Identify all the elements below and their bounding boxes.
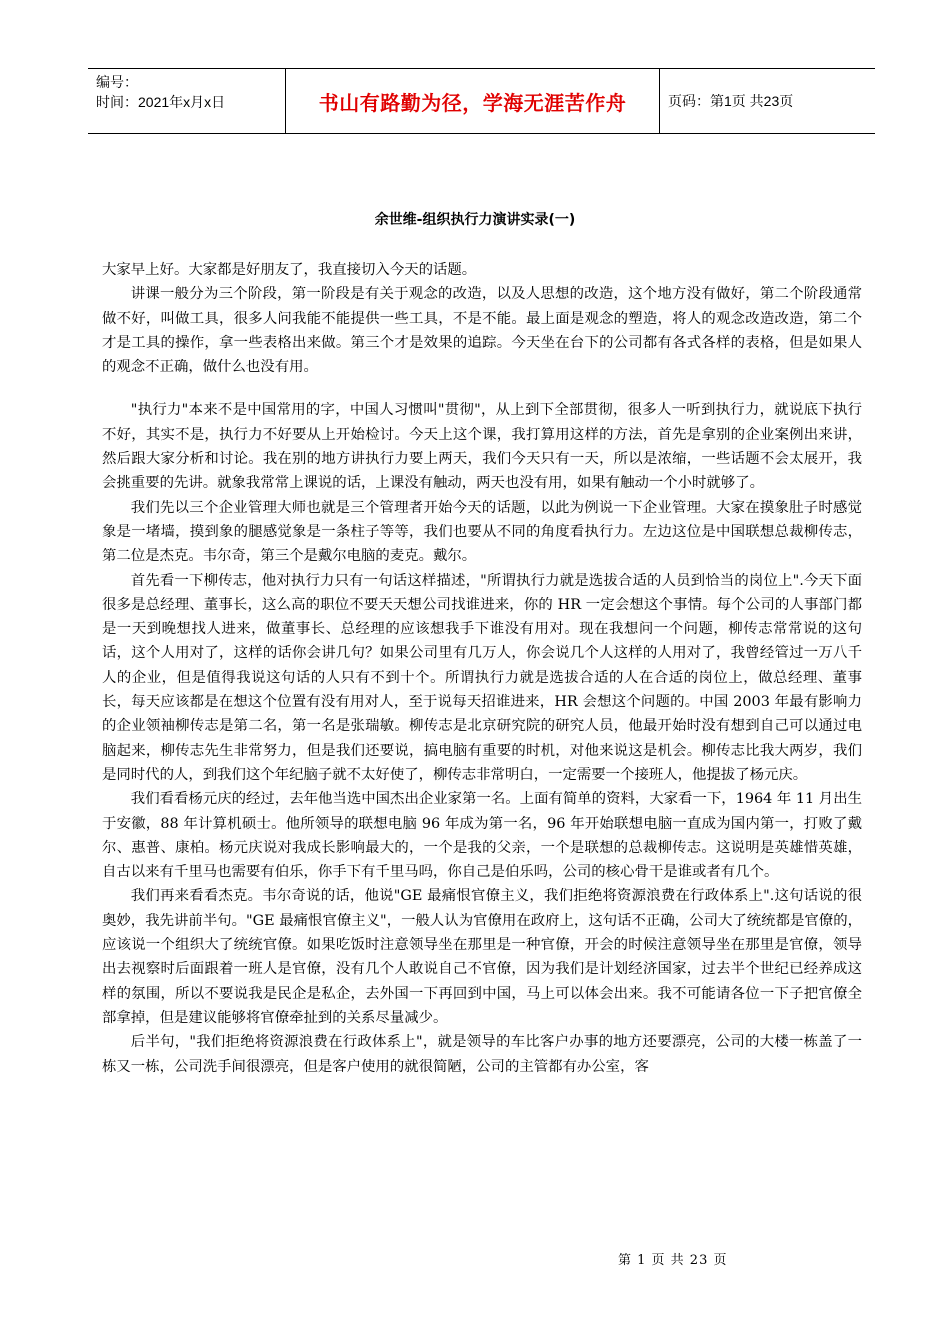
paragraph: 讲课一般分为三个阶段，第一阶段是有关于观念的改造，以及人思想的改造，这个地方没有做好，第二个阶段通常做不好，叫做工具，很多人问我能不能提供一些工具，不是不能。最上面是观念的塑造，将人的观念改造改造，第二个才是工具的操作，拿一些表格出来做。第三个才是效果的追踪。今天坐在台下的公司都有各式各样的表格，但是如果人的观念不正确，做什么也没有用。 xyxy=(102,286,862,376)
document-body xyxy=(102,258,862,1079)
paragraph: 后半句，"我们拒绝将资源浪费在行政体系上"，就是领导的车比客户办事的地方还要漂亮，公司的大楼一栋盖了一栋又一栋，公司洗手间很漂亮，但是客户使用的就很简陋，公司的主管都有办公室，客 xyxy=(102,1034,862,1075)
paragraph: "执行力"本来不是中国常用的字，中国人习惯叫"贯彻"，从上到下全部贯彻，很多人一听到执行力，就说底下执行不好，其实不是，执行力不好要从上开始检讨。今天上这个课，我打算用这样的方法，首先是拿别的企业案例出来讲，然后跟大家分析和讨论。我在别的地方讲执行力要上两天，我们今天只有一天，所以是浓缩，一些话题不会太展开，我会挑重要的先讲。就象我常常上课说的话，上课没有触动，两天也没有用，如果有触动一个小时就够了。 xyxy=(102,402,862,492)
header-page-cell xyxy=(660,69,875,133)
number-label: 编号： xyxy=(96,74,138,90)
page-footer: 第 1 页 共 23 页 xyxy=(618,1253,728,1268)
paragraph: 我们先以三个企业管理大师也就是三个管理者开始今天的话题，以此为例说一下企业管理。大家在摸象肚子时感觉象是一堵墙，摸到象的腿感觉象是一条柱子等等，我们也要从不同的角度看执行力。左边这位是中国联想总裁柳传志，第二位是杰克。韦尔奇，第三个是戴尔电脑的麦克。戴尔。 xyxy=(102,499,862,565)
header-motto-cell xyxy=(286,69,660,133)
date-label: 时间：2021年x月x日 xyxy=(96,94,226,110)
header-table xyxy=(88,68,875,134)
paragraph: 首先看一下柳传志，他对执行力只有一句话这样描述，"所谓执行力就是选拔合适的人员到恰当的岗位上".今天下面很多是总经理、董事长，这么高的职位不要天天想公司找谁进来，你的 HR 一定会想这个事情。每个公司的人事部门都是一天到晚想找人进来，做董事长、总经理的应该想我手下谁没有用对。现在我想问一个问题，柳传志常常说的这句话，这个人用对了，这样的话你会讲几句？如果公司里有几万人，你会说几个人这样的人用对了，我曾经管过一万八千人的企业，但是值得我说这句话的人只有不到十个。所谓执行力就是选拔合适的人在合适的岗位上，做总经理、董事长，每天应该都是在想这个位置有没有用对人，至于说每天招谁进来，HR 会想这个问题的。中国 2003 年最有影响力的企业领袖柳传志是第二名，第一名是张瑞敏。柳传志是北京研究院的研究人员，他最开始时没有想到自己可以通过电脑起来，柳传志先生非常努力，但是我们还要说，搞电脑有重要的时机，对他来说这是机会。柳传志比我大两岁，我们是同时代的人，到我们这个年纪脑子就不太好使了，柳传志非常明白，一定需要一个接班人，他提拔了杨元庆。 xyxy=(102,572,862,783)
document-title: 余世维-组织执行力演讲实录(一) xyxy=(374,212,576,228)
paragraph: 大家早上好。大家都是好朋友了，我直接切入今天的话题。 xyxy=(102,262,477,278)
paragraph: 我们再来看看杰克。韦尔奇说的话，他说"GE 最痛恨官僚主义，我们拒绝将资源浪费在行政体系上".这句话说的很奥妙，我先讲前半句。"GE 最痛恨官僚主义"，一般人认为官僚用在政府上，这句话不正确，公司大了统统都是官僚的，应该说一个组织大了统统官僚。如果吃饭时注意领导坐在那里是一种官僚，开会的时候注意领导坐在那里是官僚，领导出去视察时后面跟着一班人是官僚，没有几个人敢说自己不官僚，因为我们是计划经济国家，过去半个世纪已经养成这样的氛围，所以不要说我是民企是私企，去外国一下再回到中国，马上可以体会出来。我不可能请各位一下子把官僚全部拿掉，但是建议能够将官僚牵扯到的关系尽量减少。 xyxy=(102,888,862,1026)
page-label: 页码：第1页 共23页 xyxy=(668,93,794,109)
header-meta-cell xyxy=(88,69,286,133)
motto-text: 书山有路勤为径，学海无涯苦作舟 xyxy=(318,90,627,115)
paragraph: 我们看看杨元庆的经过，去年他当选中国杰出企业家第一名。上面有简单的资料，大家看一下，1964 年 11 月出生于安徽，88 年计算机硕士。他所领导的联想电脑 96 年成为第一名，96 年开始联想电脑一直成为国内第一，打败了戴尔、惠普、康柏。杨元庆说对我成长影响最大的，一个是我的父亲，一个是联想的总裁柳传志。这说明是英雄惜英雄，自古以来有千里马也需要有伯乐，你手下有千里马吗，你自己是伯乐吗，公司的核心骨干是谁或者有几个。 xyxy=(102,791,862,881)
